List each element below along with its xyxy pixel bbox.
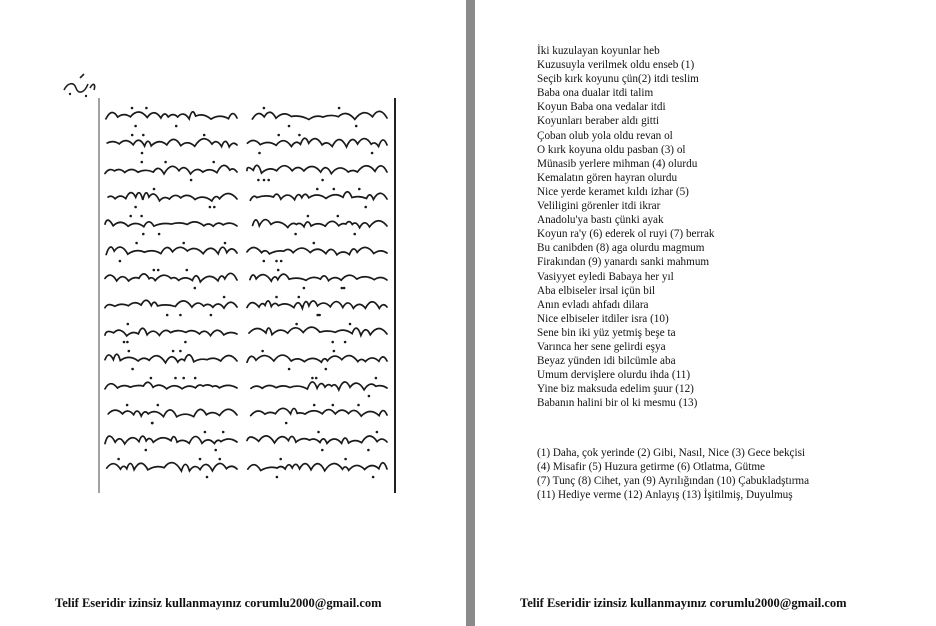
manuscript-dot bbox=[194, 287, 197, 290]
manuscript-dot bbox=[343, 287, 346, 290]
manuscript-dot bbox=[367, 449, 370, 452]
left-page bbox=[0, 0, 466, 626]
manuscript-dot bbox=[222, 431, 225, 434]
manuscript-dot bbox=[338, 107, 341, 110]
manuscript-dot bbox=[123, 341, 126, 344]
manuscript-dot bbox=[261, 350, 264, 353]
manuscript-dot bbox=[375, 377, 378, 380]
manuscript-dot bbox=[203, 134, 206, 137]
manuscript-dot bbox=[341, 287, 344, 290]
manuscript-dot bbox=[182, 242, 185, 245]
poem-line: İki kuzulayan koyunlar heb bbox=[537, 45, 660, 57]
poem-line: Veliligini görenler itdi ikrar bbox=[537, 200, 661, 213]
manuscript-dot bbox=[313, 242, 316, 245]
poem-line: Çoban olub yola oldu revan ol bbox=[537, 129, 673, 142]
poem-line: Bu canibden (8) aga olurdu magmum bbox=[537, 242, 705, 255]
manuscript-dot bbox=[358, 188, 361, 191]
manuscript-dot bbox=[219, 458, 222, 461]
manuscript-dot bbox=[337, 215, 340, 218]
manuscript-dot bbox=[128, 350, 131, 353]
manuscript-dot bbox=[288, 125, 291, 128]
manuscript-dot bbox=[119, 260, 122, 263]
manuscript-dot bbox=[285, 422, 288, 425]
manuscript-dot bbox=[223, 296, 226, 299]
manuscript-dot bbox=[204, 431, 207, 434]
manuscript-dot bbox=[153, 269, 156, 272]
manuscript-dot bbox=[199, 458, 202, 461]
poem-line: Nice yerde keramet kıldı izhar (5) bbox=[537, 185, 689, 198]
poem-line: Vasiyyet eyledi Babaya her yıl bbox=[537, 270, 674, 283]
manuscript-dot bbox=[349, 323, 352, 326]
poem-line: Babanın halini bir ol ki mesmu (13) bbox=[537, 397, 698, 410]
manuscript-dot bbox=[141, 161, 144, 164]
manuscript-dot bbox=[182, 377, 185, 380]
manuscript-dot bbox=[298, 134, 301, 137]
manuscript-dot bbox=[316, 314, 319, 317]
poem-line: Münasib yerlere mihman (4) olurdu bbox=[537, 157, 698, 170]
manuscript-dot bbox=[263, 179, 266, 182]
manuscript-dot bbox=[131, 368, 134, 371]
manuscript-dot bbox=[331, 341, 334, 344]
manuscript-dot bbox=[357, 404, 360, 407]
manuscript-dot bbox=[151, 422, 154, 425]
poem-line: Koyunları beraber aldı gitti bbox=[537, 115, 660, 128]
poem-line: Umum dervişlere olurdu ihda (11) bbox=[537, 369, 691, 382]
right-page bbox=[475, 0, 936, 626]
manuscript-dot bbox=[131, 107, 134, 110]
manuscript-dot bbox=[311, 377, 314, 380]
manuscript-dot bbox=[150, 377, 153, 380]
manuscript-dot bbox=[131, 134, 134, 137]
manuscript-dot bbox=[214, 449, 217, 452]
manuscript-dot bbox=[127, 323, 130, 326]
manuscript-dot bbox=[179, 350, 182, 353]
manuscript-dot bbox=[313, 404, 316, 407]
manuscript-dot bbox=[145, 449, 148, 452]
poem-line: Sene bin iki yüz yetmiş beşe ta bbox=[537, 326, 676, 339]
manuscript-dot bbox=[134, 125, 137, 128]
manuscript-dot bbox=[321, 449, 324, 452]
manuscript-dot bbox=[277, 269, 280, 272]
manuscript-dot bbox=[372, 476, 375, 479]
poem-line: Koyun Baba ona vedalar itdi bbox=[537, 101, 666, 114]
manuscript-dot bbox=[364, 206, 367, 209]
manuscript-dot bbox=[376, 431, 379, 434]
manuscript-dot bbox=[355, 125, 358, 128]
manuscript-dot bbox=[210, 314, 213, 317]
poem-transcription bbox=[537, 44, 715, 410]
manuscript-dot bbox=[288, 368, 291, 371]
manuscript-dot bbox=[295, 323, 298, 326]
manuscript-dot bbox=[332, 404, 335, 407]
manuscript-dot bbox=[277, 134, 280, 137]
manuscript-dot bbox=[153, 188, 156, 191]
manuscript-dot bbox=[175, 125, 178, 128]
manuscript-dot bbox=[190, 179, 193, 182]
manuscript-dot bbox=[333, 188, 336, 191]
poem-line: Kemalatın gören hayran olurdu bbox=[537, 171, 678, 184]
poem-line: Baba ona dualar itdi talim bbox=[537, 87, 654, 100]
manuscript-dot bbox=[275, 296, 278, 299]
manuscript-dot bbox=[298, 296, 301, 299]
manuscript-dot bbox=[325, 368, 328, 371]
poem-line: Aba elbiseler irsal içün bil bbox=[537, 284, 656, 297]
manuscript-dot bbox=[179, 314, 182, 317]
poem-line: Varınca her sene gelirdi eşya bbox=[537, 340, 666, 353]
note-line: (11) Hediye verme (12) Anlayış (13) İşitilmiş, Duyulmuş bbox=[537, 489, 793, 502]
manuscript-dot bbox=[275, 260, 278, 263]
manuscript-dot bbox=[344, 458, 347, 461]
ottoman-manuscript-image bbox=[97, 98, 397, 493]
left-page-footer: Telif Eseridir izinsiz kullanmayınız corumlu2000@gmail.com bbox=[55, 596, 382, 610]
manuscript-dot bbox=[157, 404, 160, 407]
manuscript-dot bbox=[294, 233, 297, 236]
margin-catchword-image bbox=[60, 70, 98, 100]
note-line: (4) Misafir (5) Huzura getirme (6) Otlatma, Gütme bbox=[537, 461, 766, 474]
poem-line: Yine biz maksuda edelim şuur (12) bbox=[537, 383, 694, 396]
manuscript-dot bbox=[142, 233, 145, 236]
manuscript-dot bbox=[257, 179, 260, 182]
manuscript-dot bbox=[307, 215, 310, 218]
manuscript-dot bbox=[141, 152, 144, 155]
manuscript-dot bbox=[134, 206, 137, 209]
manuscript-dot bbox=[129, 215, 132, 218]
manuscript-dot bbox=[140, 215, 143, 218]
manuscript-dot bbox=[316, 188, 319, 191]
poem-line: O kırk koyuna oldu pasban (3) ol bbox=[537, 143, 686, 156]
note-line: (7) Tunç (8) Cihet, yan (9) Ayrılığından (10) Çabukladştırma bbox=[537, 475, 810, 488]
manuscript-dot bbox=[315, 377, 318, 380]
manuscript-dot bbox=[117, 458, 120, 461]
manuscript-dot bbox=[212, 161, 215, 164]
manuscript-dot bbox=[267, 179, 270, 182]
poem-line: Beyaz yünden idi bilcümle aba bbox=[537, 355, 676, 368]
manuscript-dot bbox=[209, 206, 212, 209]
manuscript-dot bbox=[276, 476, 279, 479]
poem-line: Seçib kırk koyunu çün(2) itdi teslim bbox=[537, 73, 699, 86]
right-page-footer: Telif Eseridir izinsiz kullanmayınız corumlu2000@gmail.com bbox=[520, 596, 847, 610]
manuscript-dot bbox=[263, 107, 266, 110]
manuscript-dot bbox=[279, 458, 282, 461]
manuscript-dot bbox=[213, 206, 216, 209]
manuscript-dot bbox=[174, 377, 177, 380]
poem-line: Anadolu'ya bastı çünki ayak bbox=[537, 214, 664, 227]
page-gutter-divider bbox=[466, 0, 475, 626]
manuscript-dot bbox=[166, 314, 169, 317]
manuscript-dot bbox=[258, 152, 261, 155]
manuscript-dot bbox=[206, 476, 209, 479]
glossary-notes bbox=[537, 446, 809, 502]
manuscript-dot bbox=[303, 287, 306, 290]
poem-line: Koyun ra'y (6) ederek ol ruyi (7) berrak bbox=[537, 228, 715, 241]
manuscript-dot bbox=[157, 269, 160, 272]
manuscript-dot bbox=[224, 242, 227, 245]
poem-line: Firakından (9) yanardı sanki mahmum bbox=[537, 256, 710, 269]
manuscript-dot bbox=[371, 152, 374, 155]
manuscript-dot bbox=[263, 260, 266, 263]
manuscript-dot bbox=[126, 404, 129, 407]
manuscript-dot bbox=[280, 260, 283, 263]
manuscript-dot bbox=[194, 377, 197, 380]
manuscript-dot bbox=[172, 350, 175, 353]
manuscript-dot bbox=[353, 233, 356, 236]
manuscript-dot bbox=[142, 134, 145, 137]
manuscript-dot bbox=[164, 161, 167, 164]
manuscript-dot bbox=[145, 107, 148, 110]
manuscript-dot bbox=[368, 395, 371, 398]
manuscript-dot bbox=[158, 233, 161, 236]
manuscript-dot bbox=[126, 341, 129, 344]
poem-line: Anın evladı ahfadı dilara bbox=[537, 298, 649, 311]
poem-line: Kuzusuyla verilmek oldu enseb (1) bbox=[537, 59, 695, 72]
manuscript-dot bbox=[186, 269, 189, 272]
manuscript-dot bbox=[135, 242, 138, 245]
manuscript-dot bbox=[333, 350, 336, 353]
manuscript-dot bbox=[321, 179, 324, 182]
note-line: (1) Daha, çok yerinde (2) Gibi, Nasıl, Nice (3) Gece bekçisi bbox=[537, 447, 806, 459]
manuscript-dot bbox=[344, 341, 347, 344]
manuscript-dot bbox=[184, 341, 187, 344]
manuscript-dot bbox=[317, 431, 320, 434]
poem-line: Nice elbiseler itdiler isra (10) bbox=[537, 312, 669, 325]
